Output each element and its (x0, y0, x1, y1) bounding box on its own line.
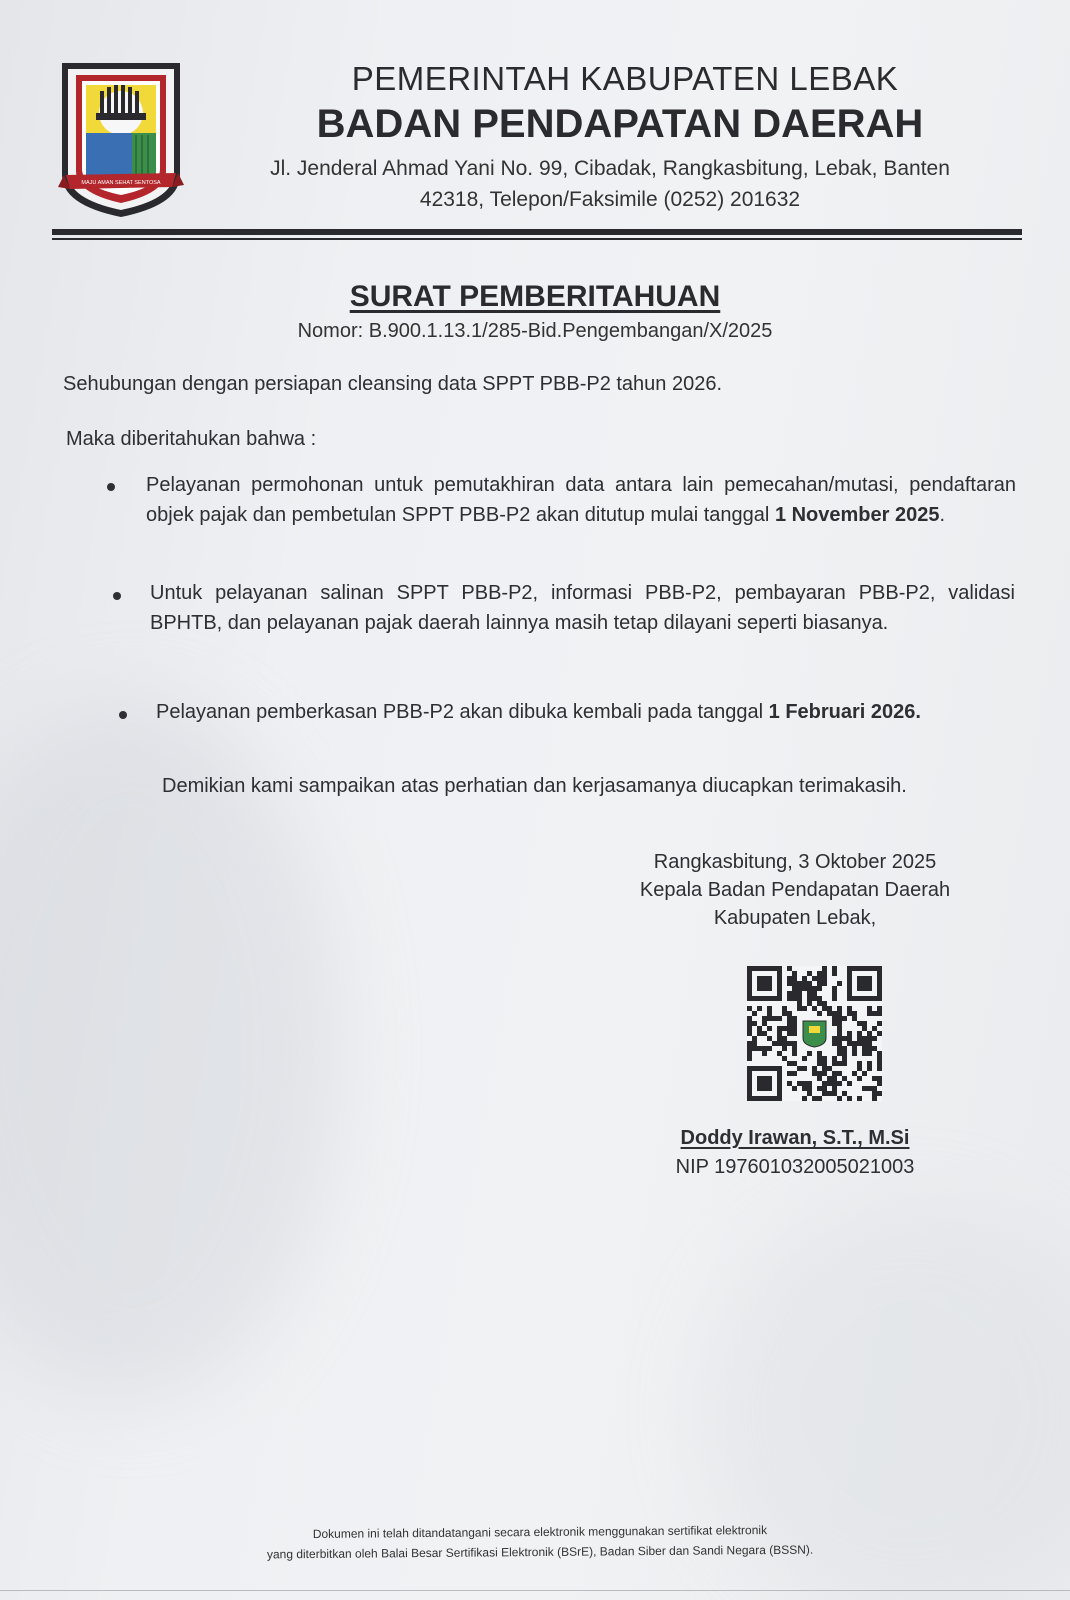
address-line-1: Jl. Jenderal Ahmad Yani No. 99, Cibadak, Rangkasbitung, Lebak, Banten (270, 157, 950, 180)
letterhead (210, 60, 1010, 215)
footer-line-2: yang diterbitkan oleh Balai Besar Sertifikasi Elektronik (BSrE), Badan Siber dan Sandi Negara (BSSN). (266, 1542, 814, 1562)
e-signature-footer (150, 1519, 930, 1566)
agency-name: BADAN PENDAPATAN DAERAH (316, 102, 924, 146)
agency-address (210, 153, 1010, 215)
list-item (146, 470, 1016, 530)
letter-title-main: SURAT PEMBERITAHUAN (349, 280, 721, 313)
closing-paragraph: Demikian kami sampaikan atas perhatian dan kerjasamanya diucapkan terimakasih. (162, 775, 907, 797)
signer-position-line-2: Kabupaten Lebak, (713, 907, 877, 929)
paper-shadow (0, 700, 340, 1400)
address-line-2: 42318, Telepon/Faksimile (0252) 201632 (419, 188, 801, 211)
signer-nip: NIP 197601032005021003 (675, 1156, 915, 1178)
intro-paragraph: Sehubungan dengan persiapan cleansing data SPPT PBB-P2 tahun 2026. (63, 373, 723, 395)
list-item (156, 697, 1016, 727)
emblem-motto: MAJU AMAN SEHAT SENTOSA (81, 180, 161, 186)
signer-name: Doddy Irawan, S.T., M.Si (680, 1127, 910, 1149)
bullet-icon (119, 711, 127, 719)
page-edge (0, 1590, 1070, 1591)
government-name: PEMERINTAH KABUPATEN LEBAK (351, 60, 899, 97)
bullet3-text: Pelayanan pemberkasan PBB-P2 akan dibuka kembali pada tanggal (156, 701, 769, 723)
signer-position-line-1: Kepala Badan Pendapatan Daerah (639, 879, 951, 901)
footer-line-1: Dokumen ini telah ditandatangani secara elektronik menggunakan sertifikat elektronik (312, 1523, 768, 1541)
letterhead-rule-thin (52, 238, 1022, 240)
bullet1-end: . (939, 504, 946, 526)
bullet1-text: Pelayanan permohonan untuk pemutakhiran data antara lain pemecahan/mutasi, pendaftaran objek pajak dan pembetulan SPPT PBB-P2 akan ditutup mulai tanggal (146, 474, 1016, 526)
letter-number: Nomor: B.900.1.13.1/285-Bid.Pengembangan/X/2025 (297, 320, 773, 342)
list-item: Untuk pelayanan salinan SPPT PBB-P2, informasi PBB-P2, pembayaran PBB-P2, validasi BPHTB, dan pelayanan pajak daerah lainnya masih tetap dilayani seperti biasanya. (150, 582, 1015, 634)
lead-paragraph: Maka diberitahukan bahwa : (66, 428, 317, 450)
letter-title (0, 280, 1070, 343)
place-date: Rangkasbitung, 3 Oktober 2025 (653, 851, 937, 873)
bullet-icon (107, 483, 115, 491)
bullet-icon (113, 592, 121, 600)
lebak-regency-emblem-icon (56, 55, 186, 220)
letterhead-rule-thick (52, 229, 1022, 235)
bullet3-date: 1 Februari 2026. (768, 701, 921, 723)
signature-block (610, 848, 980, 932)
qr-code-icon (747, 966, 882, 1101)
bullet1-date: 1 November 2025 (774, 504, 940, 526)
